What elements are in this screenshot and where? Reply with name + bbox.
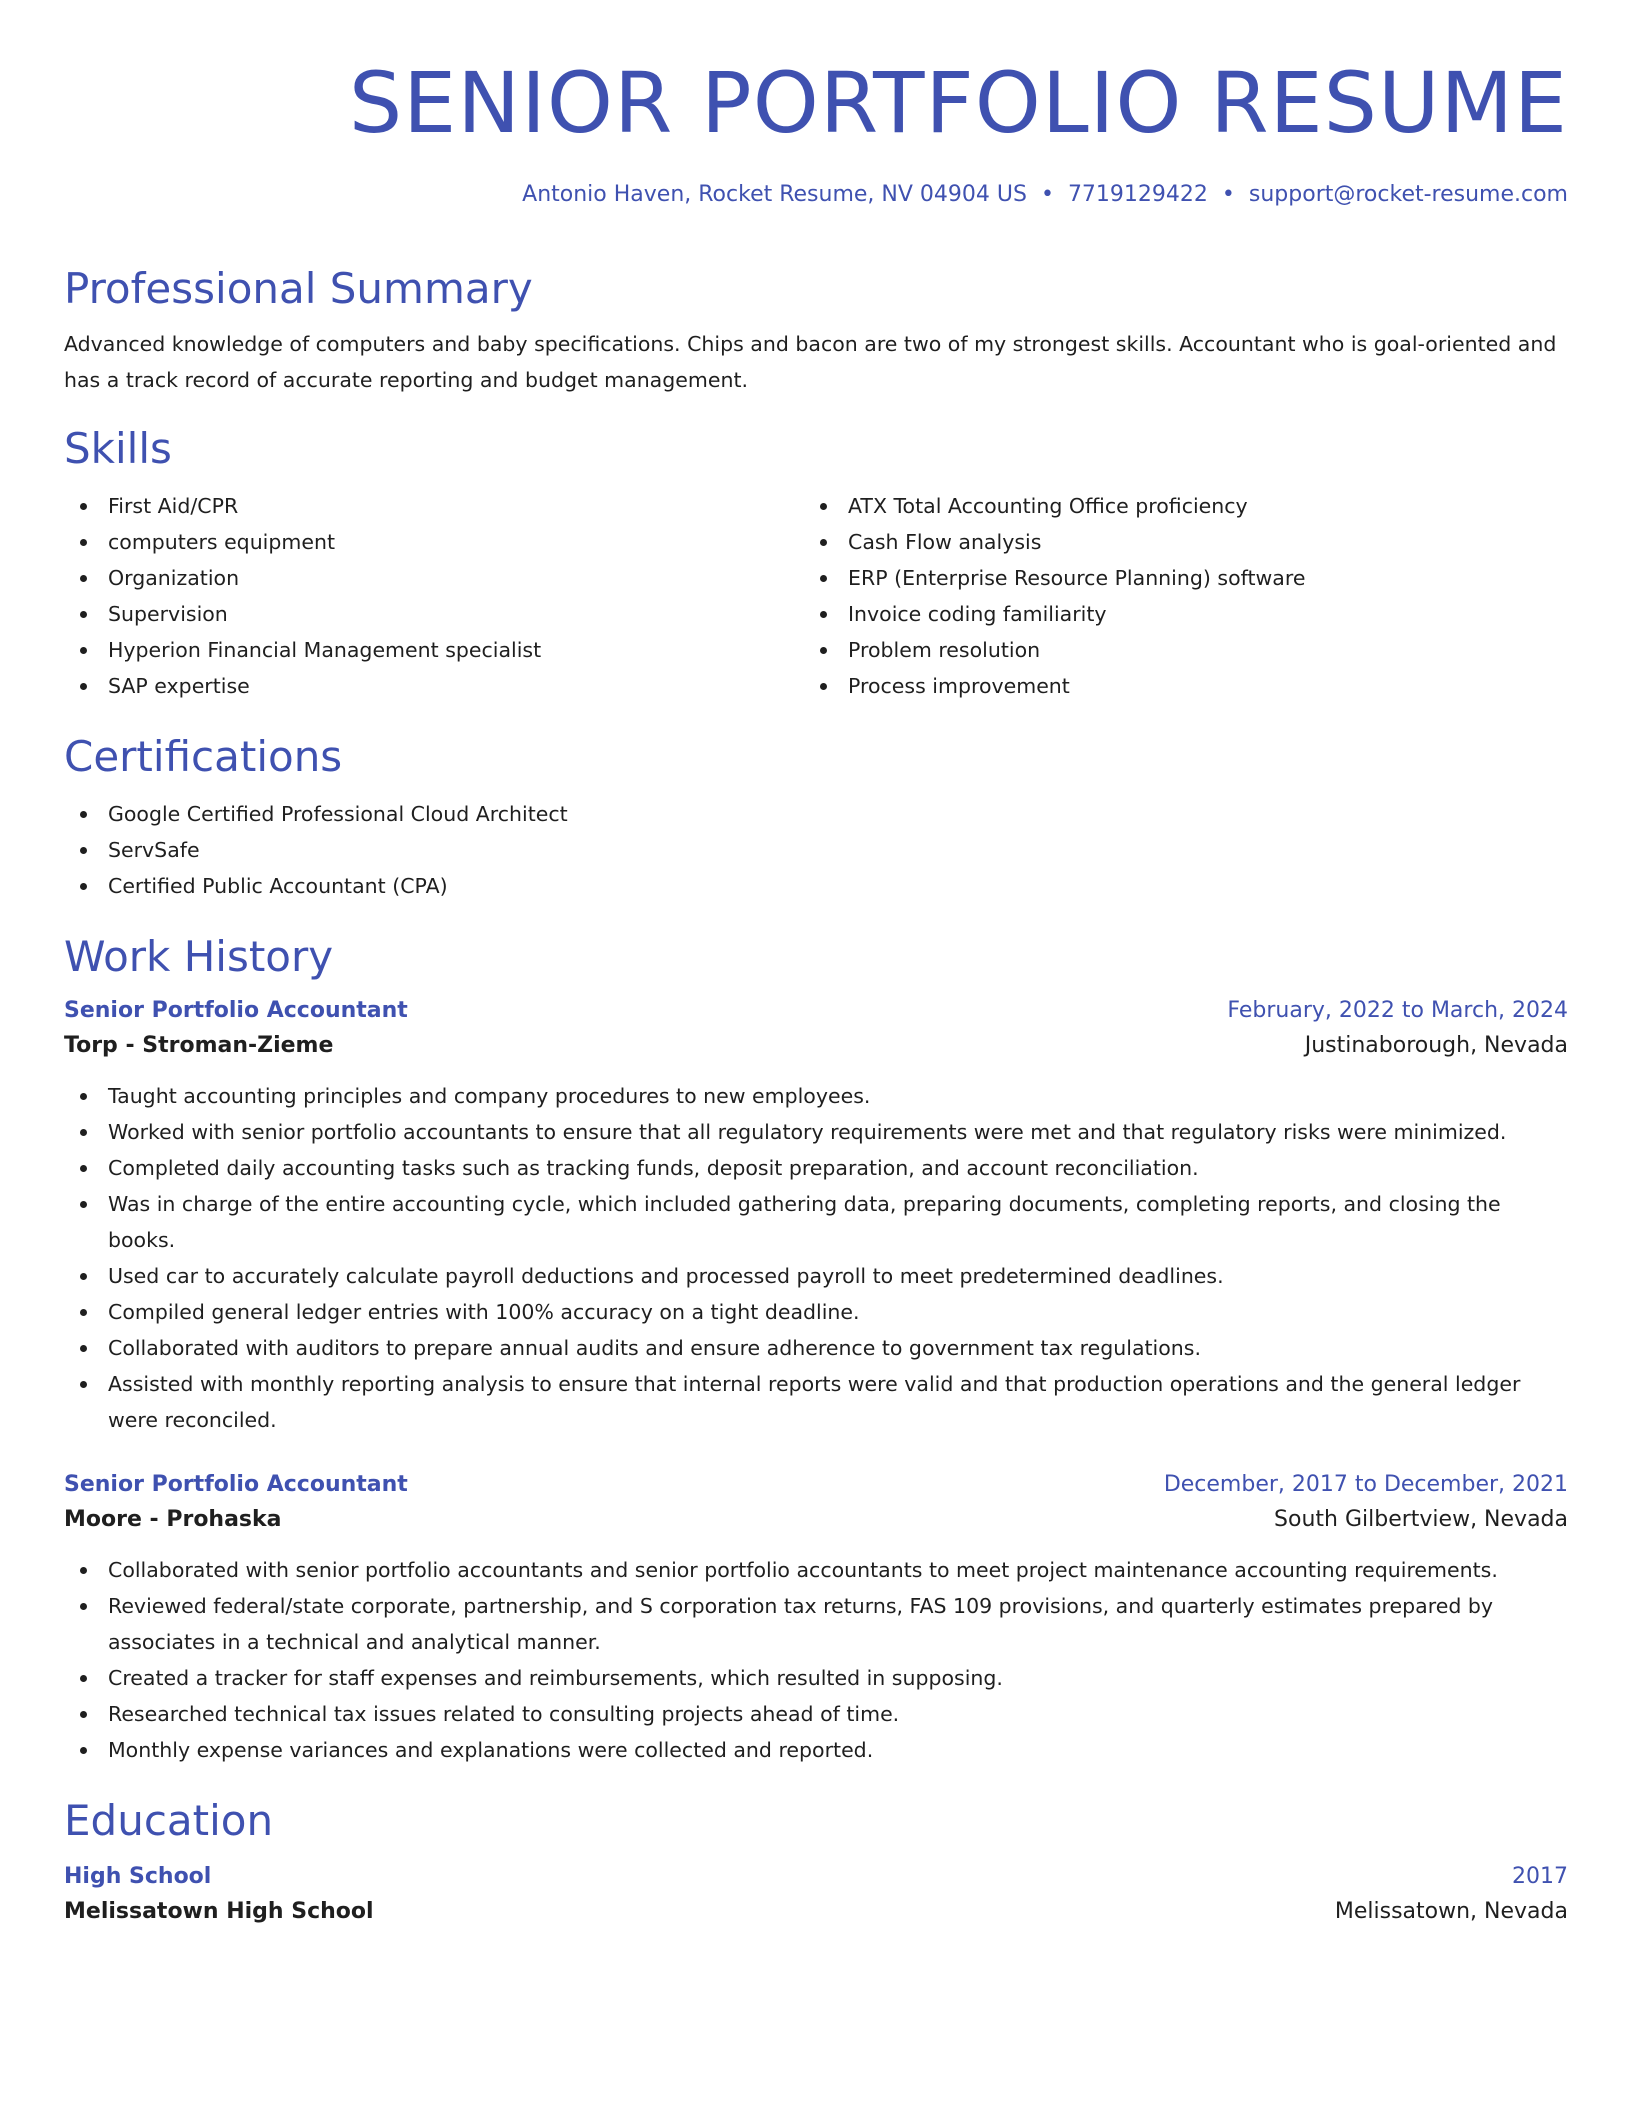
education-degree: High School: [64, 1864, 212, 1889]
certifications-list: [64, 796, 1568, 904]
summary-heading: Professional Summary: [64, 264, 533, 313]
education-year: 2017: [1512, 1864, 1568, 1889]
contact-email[interactable]: support@rocket-resume.com: [1248, 182, 1568, 207]
job-bullet: Monthly expense variances and explanations were collected and reported.: [64, 1732, 1568, 1768]
skill-item: Supervision: [64, 596, 804, 632]
job-company: Moore - Prohaska: [64, 1507, 282, 1532]
summary-text: Advanced knowledge of computers and baby specifications. Chips and bacon are two of my strongest skills. Accountant who is goal-oriented and has a track record of accurate reporting and budget management.: [64, 332, 1557, 392]
skill-item: Problem resolution: [804, 632, 1544, 668]
certification-item: Google Certified Professional Cloud Architect: [64, 796, 1568, 832]
contact-separator: •: [1040, 182, 1054, 207]
job-bullet: Assisted with monthly reporting analysis to ensure that internal reports were valid and that production operations and the general ledger were reconciled.: [64, 1366, 1568, 1438]
job-title: Senior Portfolio Accountant: [64, 1472, 408, 1497]
job-entry: [64, 994, 1568, 1438]
job-company: Torp - Stroman-Zieme: [64, 1033, 334, 1058]
job-bullet: Was in charge of the entire accounting cycle, which included gathering data, preparing documents, completing reports, and closing the books.: [64, 1186, 1568, 1258]
job-location: South Gilbertview, Nevada: [1274, 1507, 1568, 1532]
job-bullets: [64, 1078, 1568, 1438]
job-subheader: [64, 1028, 1568, 1064]
contact-address: Antonio Haven, Rocket Resume, NV 04904 US: [522, 182, 1027, 207]
job-location: Justinaborough, Nevada: [1304, 1033, 1568, 1058]
skills-column-left: [64, 488, 804, 704]
contact-phone: 7719129422: [1067, 182, 1208, 207]
job-bullet: Compiled general ledger entries with 100% accuracy on a tight deadline.: [64, 1294, 1568, 1330]
job-bullets: [64, 1552, 1568, 1768]
job-bullet: Used car to accurately calculate payroll deductions and processed payroll to meet predetermined deadlines.: [64, 1258, 1568, 1294]
job-subheader: [64, 1502, 1568, 1538]
education-school: Melissatown High School: [64, 1899, 374, 1924]
skill-item: First Aid/CPR: [64, 488, 804, 524]
certifications-heading: Certifications: [64, 732, 343, 781]
education-entry: [64, 1860, 1568, 1930]
skills-list: [64, 488, 1568, 704]
education-heading: Education: [64, 1796, 274, 1845]
skill-item: Cash Flow analysis: [804, 524, 1544, 560]
job-bullet: Collaborated with senior portfolio accountants and senior portfolio accountants to meet project maintenance accounting requirements.: [64, 1552, 1568, 1588]
job-dates: February, 2022 to March, 2024: [1227, 998, 1568, 1023]
skill-item: Process improvement: [804, 668, 1544, 704]
skill-item: Hyperion Financial Management specialist: [64, 632, 804, 668]
contact-line: [64, 178, 1568, 212]
job-bullet: Completed daily accounting tasks such as tracking funds, deposit preparation, and account reconciliation.: [64, 1150, 1568, 1186]
skill-item: computers equipment: [64, 524, 804, 560]
certification-item: Certified Public Accountant (CPA): [64, 868, 1568, 904]
resume-title: SENIOR PORTFOLIO RESUME: [348, 54, 1568, 152]
skill-item: ATX Total Accounting Office proficiency: [804, 488, 1544, 524]
contact-separator: •: [1221, 182, 1235, 207]
job-bullet: Taught accounting principles and company procedures to new employees.: [64, 1078, 1568, 1114]
job-bullet: Worked with senior portfolio accountants to ensure that all regulatory requirements were met and that regulatory risks were minimized.: [64, 1114, 1568, 1150]
job-bullet: Researched technical tax issues related to consulting projects ahead of time.: [64, 1696, 1568, 1732]
skills-column-right: [804, 488, 1544, 704]
education-location: Melissatown, Nevada: [1334, 1899, 1568, 1924]
skills-heading: Skills: [64, 424, 172, 473]
education-subheader: [64, 1894, 1568, 1930]
work-history-heading: Work History: [64, 932, 334, 981]
skill-item: Invoice coding familiarity: [804, 596, 1544, 632]
education-header: [64, 1860, 1568, 1894]
job-entry: [64, 1468, 1568, 1768]
job-dates: December, 2017 to December, 2021: [1163, 1472, 1568, 1497]
certification-item: ServSafe: [64, 832, 1568, 868]
job-bullet: Reviewed federal/state corporate, partnership, and S corporation tax returns, FAS 109 provisions, and quarterly estimates prepared by associates in a technical and analytical manner.: [64, 1588, 1568, 1660]
job-title: Senior Portfolio Accountant: [64, 998, 408, 1023]
job-bullet: Collaborated with auditors to prepare annual audits and ensure adherence to government tax regulations.: [64, 1330, 1568, 1366]
skill-item: ERP (Enterprise Resource Planning) software: [804, 560, 1544, 596]
skill-item: SAP expertise: [64, 668, 804, 704]
skill-item: Organization: [64, 560, 804, 596]
job-header: [64, 1468, 1568, 1502]
job-header: [64, 994, 1568, 1028]
job-bullet: Created a tracker for staff expenses and reimbursements, which resulted in supposing.: [64, 1660, 1568, 1696]
